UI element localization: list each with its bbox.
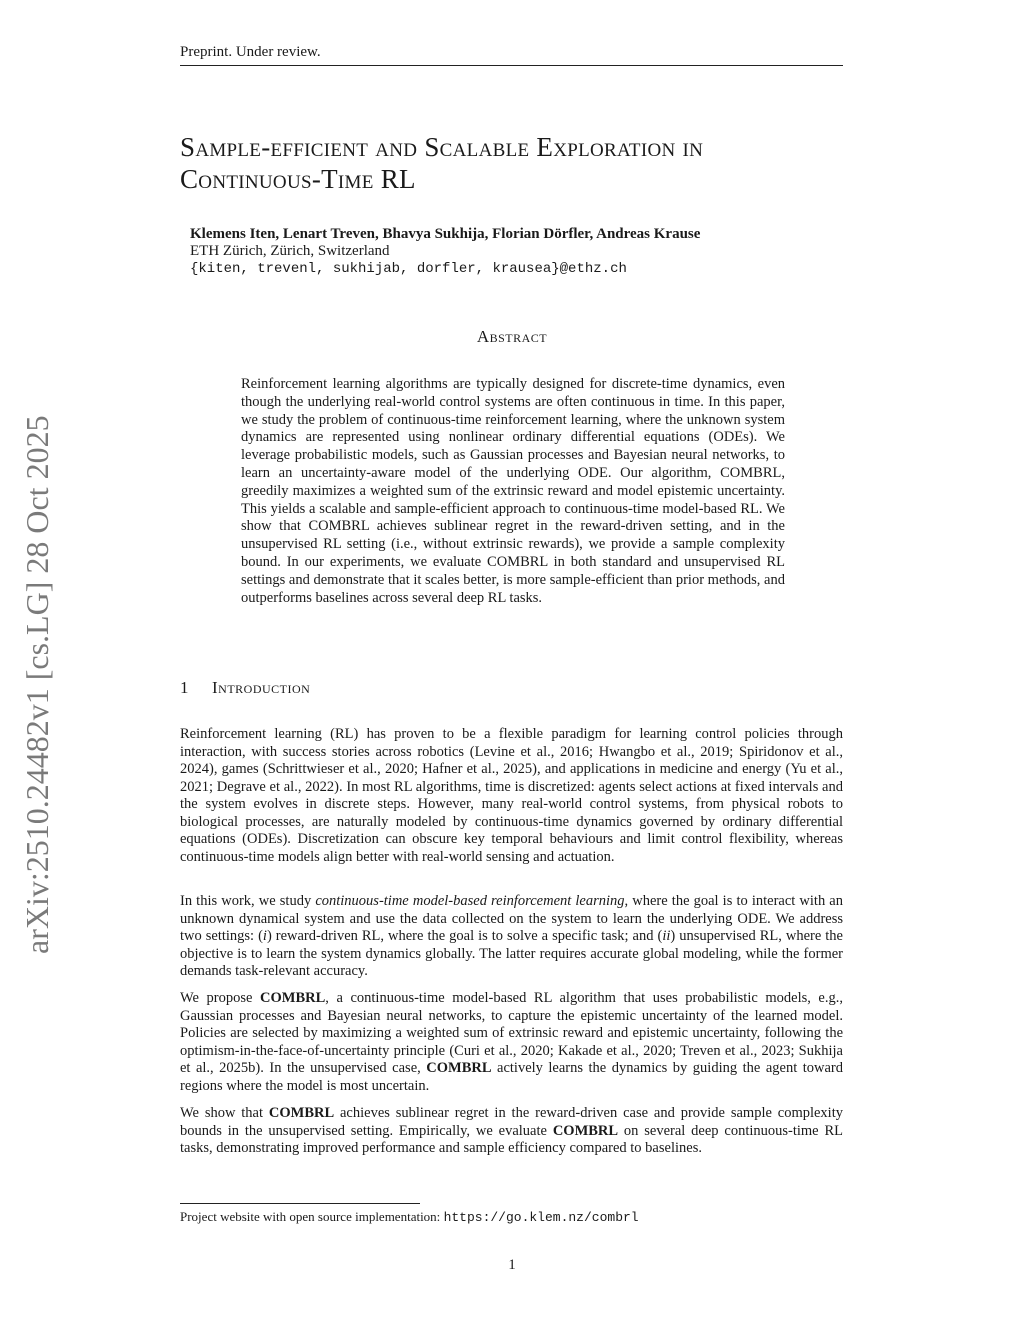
arxiv-stamp: arXiv:2510.24482v1 [cs.LG] 28 Oct 2025 (19, 415, 55, 954)
footnote-text: Project website with open source implementation: (180, 1209, 444, 1224)
footnote-rule (180, 1203, 420, 1204)
abstract-heading: Abstract (476, 327, 548, 346)
method-name: COMBRL (260, 990, 326, 1006)
method-name: COMBRL (552, 1122, 619, 1139)
title-line-1: Sample-efficient and Scalable Exploration in (180, 132, 704, 162)
running-head: Preprint. Under review. (180, 44, 321, 60)
method-name: COMBRL (268, 1105, 335, 1121)
section-title: Introduction (212, 678, 311, 697)
paper-title (180, 131, 880, 195)
emphasis: i (262, 928, 267, 944)
section-heading (180, 678, 310, 698)
emphasis: continuous-time model-based reinforcement learning (315, 893, 625, 909)
paragraph-1: Reinforcement learning (RL) has proven to be a flexible paradigm for learning control policies through interaction, with success stories across robotics (Levine et al., 2016; Hwangbo et al., 2019; Spiridonov et al., 2024), games (Schrittwieser et al., 2020; Hafner et al., 2025), and applications in medicine and energy (Yu et al., 2021; Degrave et al., 2022). In most RL algorithms, time is discretized: agents select actions at fixed intervals and the system evolves in discrete steps. However, many real-world control systems, from physical robots to biological processes, are naturally modeled by continuous-time dynamics governed by ordinary differential equations (ODEs). Discretization can obscure key temporal behaviours and limit control flexibility, whereas continuous-time models align better with real-world sensing and actuation. (180, 726, 843, 865)
paragraph-2 (180, 893, 843, 981)
author-emails: {kiten, trevenl, sukhijab, dorfler, krausea}@ethz.ch (190, 261, 627, 277)
emphasis: ii (662, 928, 671, 944)
section-number: 1 (180, 678, 189, 697)
title-line-2: Continuous-Time RL (180, 164, 416, 194)
method-name: COMBRL (426, 1060, 492, 1076)
text: actively learns the dynamics by guiding the agent toward regions where the model is most uncertain. (180, 1060, 843, 1094)
text: on several deep continuous-time RL tasks, demonstrating improved performance and sample efficiency compared to baselines. (180, 1122, 843, 1156)
text: ) reward-driven RL, where the goal is to solve a specific task; and ( (266, 928, 663, 944)
text: In this work, we study (180, 893, 316, 909)
header-rule (180, 65, 843, 66)
text: , a continuous-time model-based RL algorithm that uses probabilistic models, e.g., Gaussian processes and Bayesian neural networks, to capture the epistemic uncertainty of the learned model. Policies are selected by maximizing a weighted sum of extrinsic reward and epistemic uncertainty, following the optimism-in-the-face-of-uncertainty principle (Curi et al., 2020; Kakade et al., 2020; Treven et al., 2023; Sukhija et al., 2025b). In the unsupervised case, (180, 990, 843, 1076)
paragraph-3 (180, 990, 843, 1095)
text: , where the goal is to interact with an unknown dynamical system and use the data collected on the system to learn the underlying ODE. We address two settings: ( (180, 893, 843, 944)
abstract-body: Reinforcement learning algorithms are typically designed for discrete-time dynamics, even though the underlying real-world control systems are often continuous in time. In this paper, we study the problem of continuous-time reinforcement learning, where the unknown system dynamics are represented using nonlinear ordinary differential equations (ODEs). We leverage probabilistic models, such as Gaussian processes and Bayesian neural networks, to learn an uncertainty-aware model of the underlying ODE. Our algorithm, COMBRL, greedily maximizes a weighted sum of the extrinsic reward and model epistemic uncertainty. This yields a scalable and sample-efficient approach to continuous-time model-based RL. We show that COMBRL achieves sublinear regret in the reward-driven setting, and in the unsupervised RL setting (i.e., without extrinsic rewards), we provide a sample complexity bound. In our experiments, we evaluate COMBRL in both standard and unsupervised RL settings and demonstrate that it scales better, is more sample-efficient than prior methods, and outperforms baselines across several deep RL tasks. (241, 376, 785, 606)
paragraph-4 (180, 1105, 843, 1158)
author-names: Klemens Iten, Lenart Treven, Bhavya Sukhija, Florian Dörfler, Andreas Krause (190, 226, 701, 242)
text: achieves sublinear regret in the reward-driven case and provide sample complexity bounds in the unsupervised setting. Empirically, we evaluate (180, 1105, 843, 1139)
text: We show that (180, 1105, 269, 1121)
footnote (180, 1209, 639, 1225)
project-url-link[interactable]: https://go.klem.nz/combrl (443, 1210, 639, 1225)
page-number: 1 (508, 1257, 516, 1273)
text: We propose (180, 990, 261, 1006)
text: ) unsupervised RL, where the objective is to learn the system dynamics globally. The latter requires accurate global modeling, while the former demands task-relevant accuracy. (180, 928, 843, 979)
affiliation: ETH Zürich, Zürich, Switzerland (190, 243, 390, 259)
